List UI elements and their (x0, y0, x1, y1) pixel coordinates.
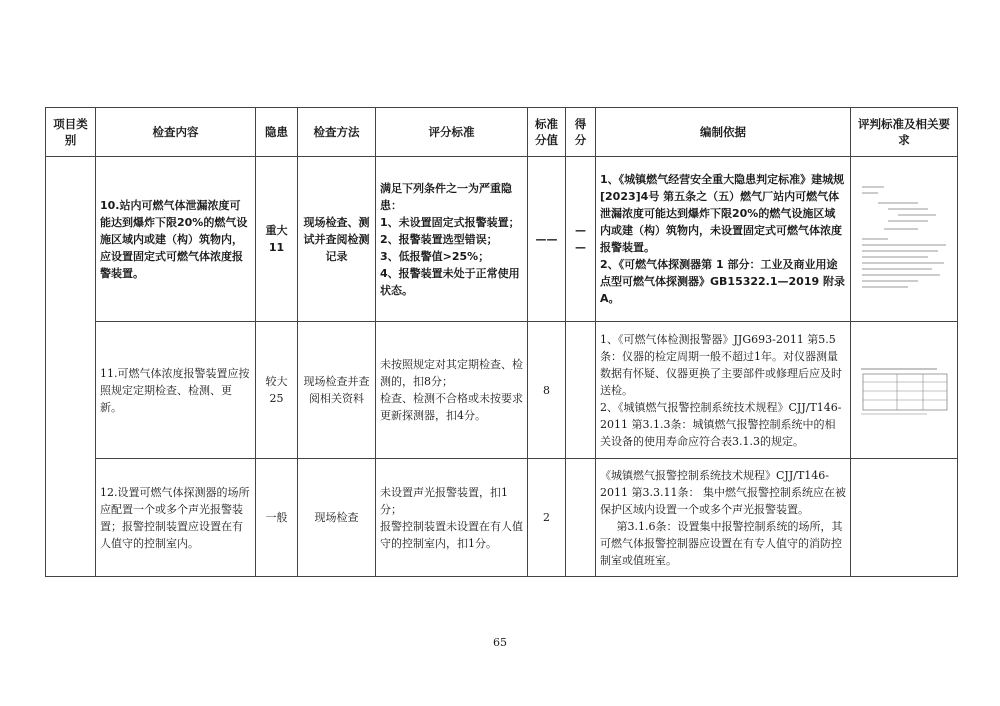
table-row (46, 459, 958, 577)
header-basis: 编制依据 (596, 108, 851, 157)
basis-line: 1、《城镇燃气经营安全重大隐患判定标准》建城规[2023]4号 第五条之（五）燃气厂站内可燃气体泄漏浓度可能达到爆炸下限20%的燃气设施区域内或建（构）筑物内，未设置固定式可燃气体浓度报警装置。 (600, 173, 845, 254)
page-number: 65 (493, 636, 507, 649)
hazard-cell: 重大11 (256, 157, 298, 322)
method-cell: 现场检查并查阅相关资料 (298, 322, 376, 459)
document-thumbnail-icon (858, 179, 950, 299)
method-cell: 现场检查、测试并查阅检测记录 (298, 157, 376, 322)
table-header-row (46, 108, 958, 157)
hazard-cell: 一般 (256, 459, 298, 577)
category-cell (46, 157, 96, 577)
table-row (46, 322, 958, 459)
header-method: 检查方法 (298, 108, 376, 157)
criteria-cell (376, 459, 528, 577)
header-got: 得分 (566, 108, 596, 157)
criteria-line: 报警控制装置未设置在有人值守的控制室内，扣1分。 (380, 519, 523, 550)
header-score: 标准分值 (528, 108, 566, 157)
basis-line: 2、《可燃气体探测器第 1 部分：工业及商业用途点型可燃气体探测器》GB15322.1—2019 附录 A。 (600, 258, 845, 305)
criteria-line: 检查、检测不合格或未按要求更新探测器，扣4分。 (380, 392, 523, 422)
requirements-cell (851, 459, 958, 577)
table-row (46, 157, 958, 322)
criteria-line: 未按照规定对其定期检查、检测的，扣8分； (380, 358, 523, 388)
criteria-line: 1、未设置固定式报警装置； (380, 215, 520, 229)
got-cell (566, 459, 596, 577)
score-cell: 8 (528, 322, 566, 459)
content-cell: 12.设置可燃气体探测器的场所应配置一个或多个声光报警装置；报警控制装置应设置在有人值守的控制室内。 (96, 459, 256, 577)
header-criteria: 评分标准 (376, 108, 528, 157)
content-cell: 11.可燃气体浓度报警装置应按照规定定期检查、检测、更新。 (96, 322, 256, 459)
header-category: 项目类别 (46, 108, 96, 157)
basis-line: 2、《城镇燃气报警控制系统技术规程》CJJ/T146-2011 第3.1.3条：城镇燃气报警控制系统中的相关设备的使用寿命应符合表3.1.3的规定。 (600, 400, 842, 448)
criteria-line: 4、报警装置未处于正常使用状态。 (380, 266, 520, 297)
basis-cell (596, 157, 851, 322)
criteria-line: 未设置声光报警装置，扣1分； (380, 485, 508, 516)
got-cell (566, 322, 596, 459)
criteria-cell (376, 157, 528, 322)
header-requirements: 评判标准及相关要求 (851, 108, 958, 157)
inspection-table (45, 107, 958, 577)
header-content: 检查内容 (96, 108, 256, 157)
criteria-line: 满足下列条件之一为严重隐患： (380, 181, 512, 212)
basis-cell (596, 459, 851, 577)
requirements-cell (851, 157, 958, 322)
score-cell: 2 (528, 459, 566, 577)
criteria-line: 2、报警装置选型错误； (380, 232, 498, 246)
content-cell: 10.站内可燃气体泄漏浓度可能达到爆炸下限20%的燃气设施区域内或建（构）筑物内，应设置固定式可燃气体浓度报警装置。 (96, 157, 256, 322)
hazard-cell: 较大25 (256, 322, 298, 459)
criteria-cell (376, 322, 528, 459)
criteria-line: 3、低报警值>25%； (380, 249, 490, 263)
basis-line: 第3.1.6条：设置集中报警控制系统的场所，其可燃气体报警控制器应设置在有专人值守的消防控制室或值班室。 (600, 519, 843, 567)
basis-cell (596, 322, 851, 459)
got-cell: — — (566, 157, 596, 322)
basis-line: 《城镇燃气报警控制系统技术规程》CJJ/T146-2011 第3.3.11条： 集中燃气报警控制系统应在被保护区域内设置一个或多个声光报警装置。 (600, 468, 846, 516)
basis-line: 1、《可燃气体检测报警器》JJG693-2011 第5.5条：仪器的检定周期一般不超过1年。对仪器测量数据有怀疑、仪器更换了主要部件或修理后应及时送检。 (600, 332, 842, 397)
requirements-cell (851, 322, 958, 459)
score-cell: —— (528, 157, 566, 322)
method-cell: 现场检查 (298, 459, 376, 577)
table-thumbnail-icon (857, 364, 951, 416)
header-hazard: 隐患 (256, 108, 298, 157)
